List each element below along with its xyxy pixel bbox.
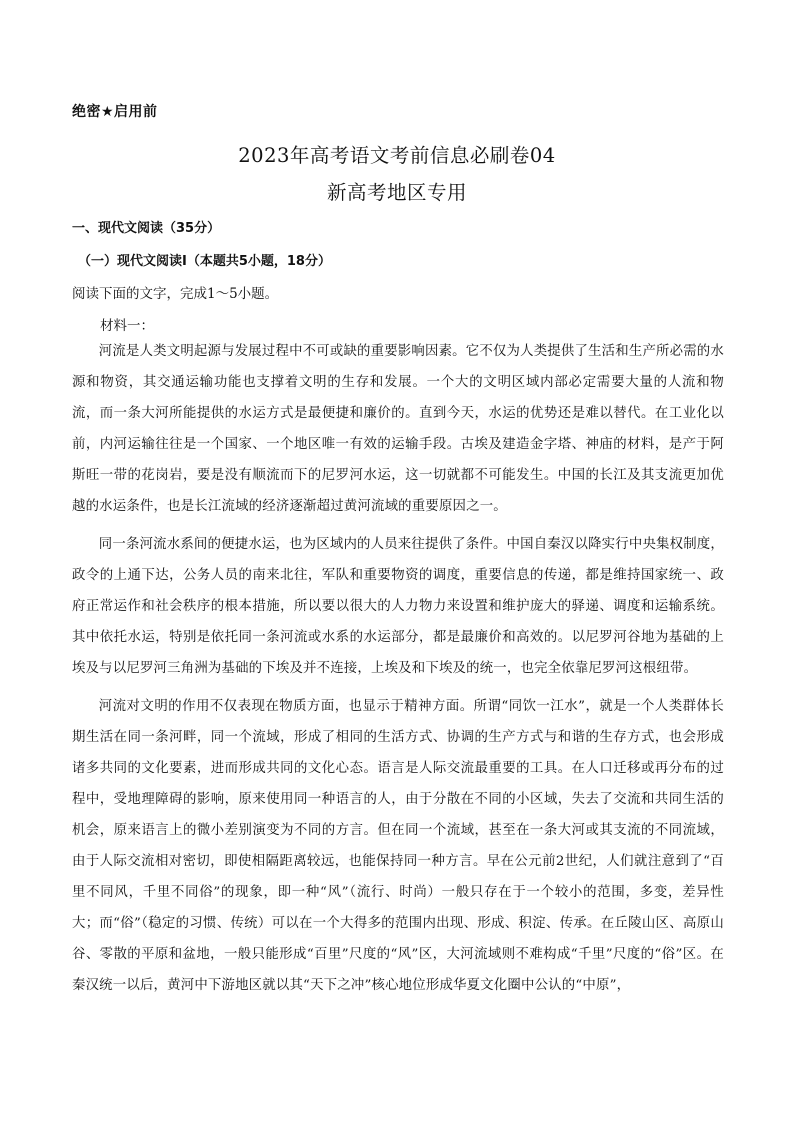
subsection-heading: （一）现代文阅读Ⅰ（本题共5小题，18分） xyxy=(78,254,331,269)
page-subtitle: 新高考地区专用 xyxy=(326,181,467,204)
confidential-label: 绝密★启用前 xyxy=(72,104,158,120)
passage-paragraph: 同一条河流水系间的便捷水运，也为区域内的人员来往提供了条件。中国自秦汉以降实行中央集权制度，政令的上通下达，公务人员的南来北往，军队和重要物资的调度，重要信息的传递，都是维持国家统一、政府正常运作和社会秩序的根本措施，所以要以很大的人力物力来设置和维护庞大的驿递、调度和运输系统。其中依托水运，特别是依托同一条河流或水系的水运部分，都是最廉价和高效的。以尼罗河谷地为基础的上埃及与以尼罗河三角洲为基础的下埃及并不连接，上埃及和下埃及的统一，也完全依靠尼罗河这根纽带。 xyxy=(72,537,724,676)
reading-passage xyxy=(72,336,724,1008)
passage-paragraph: 河流对文明的作用不仅表现在物质方面，也显示于精神方面。所谓“同饮一江水”，就是一个人类群体长期生活在同一条河畔，同一个流域，形成了相同的生活方式、协调的生产方式与和谐的生存方式，也会形成诸多共同的文化要素，进而形成共同的文化心态。语言是人际交流最重要的工具。在人口迁移或再分布的过程中，受地理障碍的影响，原来使用同一种语言的人，由于分散在不同的小区域，失去了交流和共同生活的机会，原来语言上的微小差别演变为不同的方言。但在同一个流域，甚至在一条大河或其支流的不同流域，由于人际交流相对密切，即使相隔距离较远，也能保持同一种方言。早在公元前2世纪，人们就注意到了“百里不同风，千里不同俗”的现象，即一种“风”（流行、时尚）一般只存在于一个较小的范围，多变，差异性大；而“俗”（稳定的习惯、传统）可以在一个大得多的范围内出现、形成、积淀、传承。在丘陵山区、高原山谷、零散的平原和盆地，一般只能形成“百里”尺度的“风”区，大河流域则不难构成“千里”尺度的“俗”区。在秦汉统一以后，黄河中下游地区就以其“天下之冲”核心地位形成华夏文化圈中公认的“中原”， xyxy=(72,699,724,993)
section-heading: 一、现代文阅读（35分） xyxy=(72,221,221,236)
passage-paragraph: 河流是人类文明起源与发展过程中不可或缺的重要影响因素。它不仅为人类提供了生活和生产所必需的水源和物资，其交通运输功能也支撑着文明的生存和发展。一个大的文明区域内部必定需要大量的人流和物流，而一条大河所能提供的水运方式是最便捷和廉价的。直到今天，水运的优势还是难以替代。在工业化以前，内河运输往往是一个国家、一个地区唯一有效的运输手段。古埃及建造金字塔、神庙的材料，是产于阿斯旺一带的花岗岩，要是没有顺流而下的尼罗河水运，这一切就都不可能发生。中国的长江及其支流更加优越的水运条件，也是长江流域的经济逐渐超过黄河流域的重要原因之一。 xyxy=(72,344,724,514)
material-label: 材料一： xyxy=(100,318,154,334)
page-title: 2023年高考语文考前信息必刷卷04 xyxy=(238,144,556,167)
instructions-text: 阅读下面的文字，完成1～5小题。 xyxy=(72,286,279,302)
